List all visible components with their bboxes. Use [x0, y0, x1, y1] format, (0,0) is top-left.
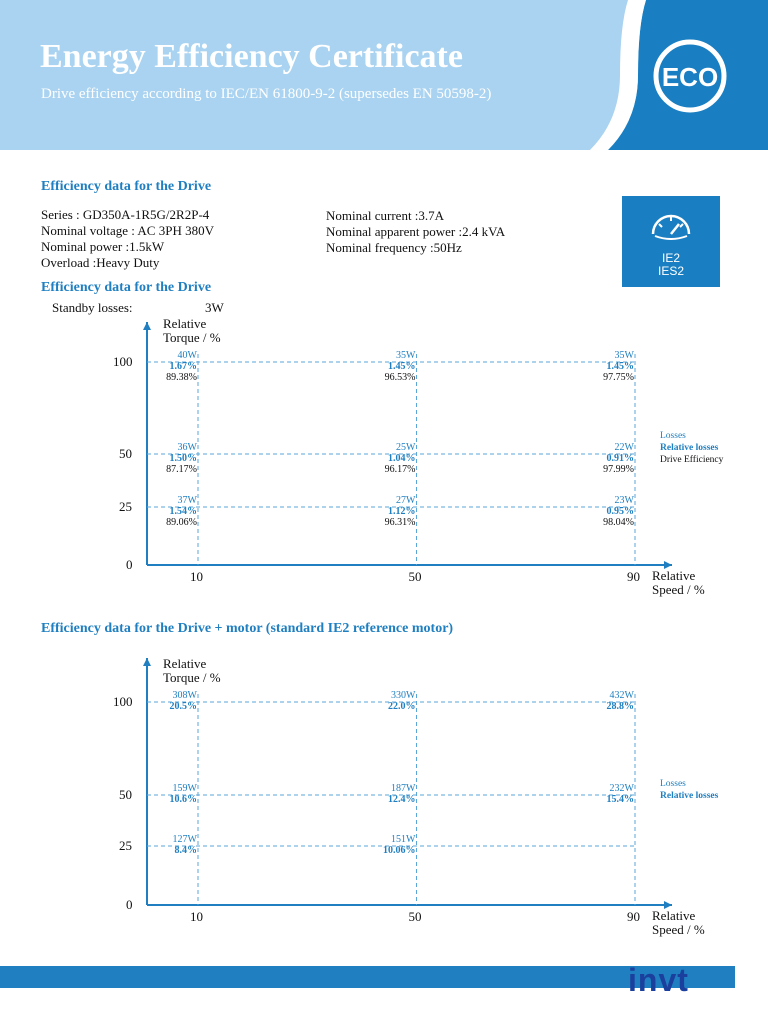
- relative-loss-value: 0.91%: [606, 453, 634, 464]
- relative-loss-value: 10.6%: [169, 794, 197, 805]
- y-tick-label: 100: [113, 354, 133, 369]
- ies-class-label: IES2: [657, 264, 684, 278]
- chart-legend: [660, 430, 723, 466]
- x-tick-label: 50: [408, 909, 422, 924]
- data-point-cell: [564, 495, 634, 528]
- loss-value: 23W: [614, 495, 634, 506]
- legend-entry: Drive Efficiency: [660, 455, 724, 465]
- loss-value: 127W: [172, 834, 197, 845]
- relative-loss-value: 1.67%: [169, 361, 197, 372]
- relative-loss-value: 12.4%: [388, 794, 416, 805]
- y-tick-label: 0: [126, 897, 133, 912]
- efficiency-value: 98.04%: [603, 517, 634, 528]
- loss-value: 27W: [396, 495, 416, 506]
- data-point-cell: [346, 690, 416, 712]
- data-point-cell: [564, 690, 634, 712]
- relative-loss-value: 20.5%: [169, 701, 197, 712]
- relative-loss-value: 1.04%: [388, 453, 416, 464]
- loss-value: 330W: [391, 690, 416, 701]
- legend-entry: Relative losses: [660, 443, 719, 453]
- y-tick-label: 50: [119, 787, 132, 802]
- loss-value: 308W: [172, 690, 197, 701]
- spec-series: Series : GD350A-1R5G/2R2P-4: [41, 207, 210, 222]
- eco-badge-text: ECO: [661, 62, 719, 92]
- x-tick-label: 90: [627, 909, 640, 924]
- x-axis-label: Relative Speed / %: [652, 568, 705, 597]
- relative-loss-value: 22.0%: [388, 701, 416, 712]
- relative-loss-value: 0.95%: [606, 506, 634, 517]
- y-tick-label: 100: [113, 694, 133, 709]
- relative-loss-value: 1.45%: [388, 361, 416, 372]
- page-title: Energy Efficiency Certificate: [40, 38, 463, 75]
- y-axis-label: Relative Torque / %: [163, 316, 221, 345]
- x-tick-label: 50: [408, 569, 422, 584]
- spec-nominal-frequency: Nominal frequency :50Hz: [326, 240, 462, 255]
- loss-value: 36W: [177, 442, 197, 453]
- chart-legend: [660, 778, 718, 802]
- data-point-cell: [127, 834, 197, 856]
- data-point-cell: [346, 834, 416, 856]
- relative-loss-value: 28.8%: [606, 701, 634, 712]
- section-title-drive-efficiency: Efficiency data for the Drive: [41, 280, 212, 295]
- efficiency-value: 96.31%: [384, 517, 416, 528]
- relative-loss-value: 10.06%: [383, 845, 416, 856]
- x-tick-label: 10: [190, 909, 203, 924]
- standby-value: 3W: [205, 300, 224, 315]
- loss-value: 35W: [614, 350, 634, 361]
- data-point-cell: [564, 442, 634, 475]
- relative-loss-value: 15.4%: [606, 794, 634, 805]
- y-axis-label: Relative Torque / %: [163, 656, 221, 685]
- page-subtitle: Drive efficiency according to IEC/EN 61800-9-2 (supersedes EN 50598-2): [41, 86, 492, 102]
- section-title-drive-motor: Efficiency data for the Drive + motor (standard IE2 reference motor): [41, 621, 454, 636]
- data-point-cell: [127, 350, 197, 383]
- data-point-cell: [564, 350, 634, 383]
- section-title-drive: Efficiency data for the Drive: [41, 179, 212, 194]
- loss-value: 37W: [177, 495, 197, 506]
- gauge-icon: [649, 210, 693, 240]
- ie-class-badge: [622, 196, 720, 287]
- standby-label: Standby losses:: [52, 300, 133, 315]
- loss-value: 25W: [396, 442, 416, 453]
- efficiency-value: 89.38%: [166, 372, 197, 383]
- legend-entry: Losses: [660, 779, 686, 789]
- y-tick-label: 50: [119, 446, 132, 461]
- relative-loss-value: 1.45%: [606, 361, 634, 372]
- specs-right: [326, 208, 505, 256]
- data-point-cell: [346, 495, 416, 528]
- loss-value: 187W: [391, 783, 416, 794]
- y-tick-label: 25: [119, 838, 132, 853]
- spec-nominal-power: Nominal power :1.5kW: [41, 239, 165, 254]
- invt-logo: invt: [628, 962, 689, 998]
- spec-nominal-voltage: Nominal voltage : AC 3PH 380V: [41, 223, 214, 238]
- specs-left: [41, 207, 214, 271]
- relative-loss-value: 8.4%: [174, 845, 197, 856]
- loss-value: 232W: [609, 783, 634, 794]
- relative-loss-value: 1.54%: [169, 506, 197, 517]
- efficiency-value: 96.17%: [384, 464, 416, 475]
- ie-class-label: IE2: [661, 251, 680, 265]
- footer-bar: [0, 966, 735, 988]
- loss-value: 40W: [177, 350, 197, 361]
- x-tick-label: 10: [190, 569, 203, 584]
- x-axis-label: Relative Speed / %: [652, 908, 705, 937]
- drive-efficiency-chart: [0, 310, 768, 600]
- efficiency-value: 89.06%: [166, 517, 197, 528]
- header-swoosh: [568, 0, 768, 150]
- relative-loss-value: 1.12%: [388, 506, 416, 517]
- spec-nominal-current: Nominal current :3.7A: [326, 208, 445, 223]
- efficiency-value: 97.75%: [603, 372, 634, 383]
- data-point-cell: [346, 442, 416, 475]
- drive-motor-efficiency-chart: [0, 650, 768, 950]
- legend-entry: Losses: [660, 431, 686, 441]
- data-point-cell: [127, 442, 197, 475]
- data-point-cell: [564, 783, 634, 805]
- data-point-cell: [127, 690, 197, 712]
- loss-value: 151W: [391, 834, 416, 845]
- loss-value: 432W: [609, 690, 634, 701]
- loss-value: 159W: [172, 783, 197, 794]
- y-axis-arrow: [143, 322, 151, 330]
- data-point-cell: [127, 783, 197, 805]
- efficiency-value: 87.17%: [166, 464, 197, 475]
- relative-loss-value: 1.50%: [169, 453, 197, 464]
- efficiency-value: 96.53%: [384, 372, 416, 383]
- loss-value: 35W: [396, 350, 416, 361]
- loss-value: 22W: [614, 442, 634, 453]
- y-tick-label: 0: [126, 557, 133, 572]
- efficiency-value: 97.99%: [603, 464, 634, 475]
- spec-apparent-power: Nominal apparent power :2.4 kVA: [326, 224, 506, 239]
- y-axis-arrow: [143, 658, 151, 666]
- data-point-cell: [346, 350, 416, 383]
- data-point-cell: [127, 495, 197, 528]
- spec-overload: Overload :Heavy Duty: [41, 255, 160, 270]
- y-tick-label: 25: [119, 499, 132, 514]
- x-tick-label: 90: [627, 569, 640, 584]
- data-point-cell: [346, 783, 416, 805]
- legend-entry: Relative losses: [660, 791, 719, 801]
- header-banner: [0, 0, 768, 150]
